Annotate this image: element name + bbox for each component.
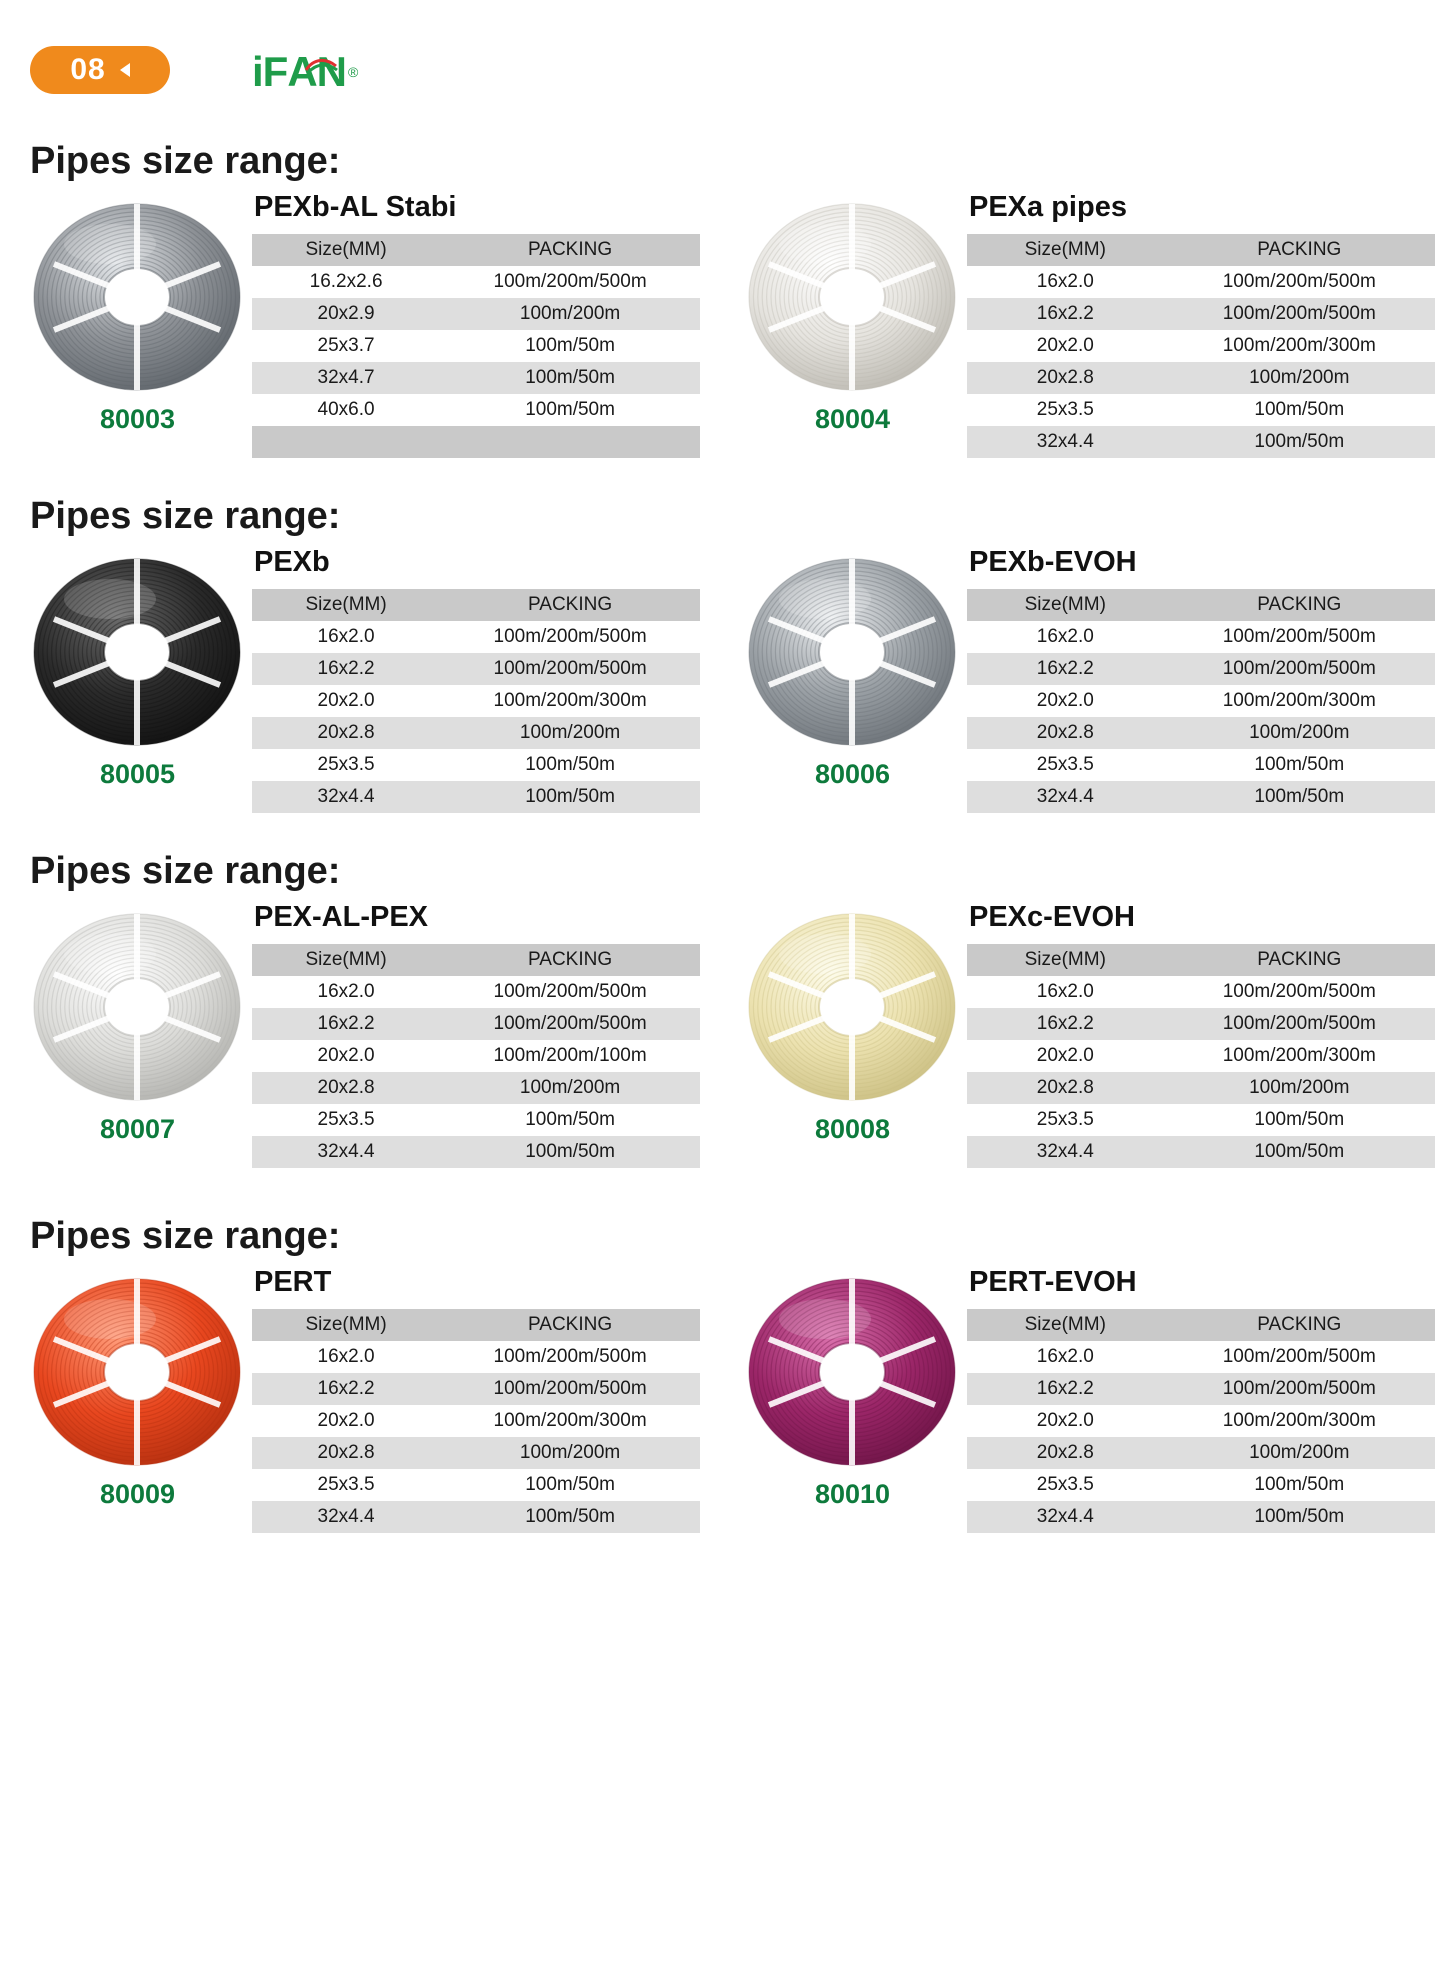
cell-packing: 100m/50m bbox=[1164, 749, 1435, 781]
spec-table bbox=[967, 944, 1435, 1168]
cell-size: 16x2.2 bbox=[252, 1008, 440, 1040]
cell-size: 20x2.8 bbox=[967, 717, 1164, 749]
table-row bbox=[967, 749, 1435, 781]
cell-size: 16x2.2 bbox=[967, 653, 1164, 685]
table-header-row bbox=[252, 234, 700, 266]
table-header-row bbox=[967, 1309, 1435, 1341]
cell-size: 16x2.0 bbox=[967, 266, 1164, 298]
cell-size: 32x4.4 bbox=[252, 1501, 440, 1533]
product-code: 80008 bbox=[814, 1114, 891, 1144]
brand-logo bbox=[252, 48, 357, 96]
coil-wrapper bbox=[30, 547, 245, 787]
table-row bbox=[252, 749, 700, 781]
column-header-packing: PACKING bbox=[1164, 234, 1435, 266]
table-row bbox=[252, 781, 700, 813]
cell-size: 25x3.5 bbox=[967, 394, 1164, 426]
cell-packing: 100m/50m bbox=[440, 362, 700, 394]
product-title: PEXa pipes bbox=[969, 191, 1127, 223]
table-row bbox=[252, 1040, 700, 1072]
table-row bbox=[967, 394, 1435, 426]
cell-packing: 100m/200m/500m bbox=[1164, 976, 1435, 1008]
table-row bbox=[252, 1008, 700, 1040]
brand-letters-an: AN bbox=[287, 48, 346, 95]
coil-wrapper bbox=[745, 902, 960, 1142]
coil-wrapper bbox=[30, 192, 245, 432]
table-row bbox=[967, 1341, 1435, 1373]
cell-packing: 100m/50m bbox=[1164, 1469, 1435, 1501]
spec-table bbox=[252, 944, 700, 1168]
cell-packing: 100m/200m/300m bbox=[1164, 1040, 1435, 1072]
cell-size: 16x2.0 bbox=[252, 1341, 440, 1373]
cell-size: 25x3.7 bbox=[252, 330, 440, 362]
table-row bbox=[967, 1040, 1435, 1072]
cell-packing: 100m/200m/500m bbox=[440, 976, 700, 1008]
table-row bbox=[252, 1072, 700, 1104]
cell-packing: 100m/50m bbox=[440, 330, 700, 362]
cell-size: 20x2.0 bbox=[967, 1040, 1164, 1072]
cell-size: 20x2.8 bbox=[252, 1072, 440, 1104]
product-code: 80005 bbox=[99, 759, 176, 789]
spec-table bbox=[252, 1309, 700, 1533]
cell-packing: 100m/200m bbox=[1164, 717, 1435, 749]
spec-table-area bbox=[252, 1267, 700, 1533]
column-header-size: Size(MM) bbox=[967, 234, 1164, 266]
spec-table bbox=[967, 234, 1435, 458]
table-row bbox=[252, 685, 700, 717]
column-header-packing: PACKING bbox=[440, 1309, 700, 1341]
table-row bbox=[967, 1501, 1435, 1533]
cell-packing: 100m/50m bbox=[1164, 394, 1435, 426]
cell-size: 16x2.0 bbox=[967, 621, 1164, 653]
column-header-size: Size(MM) bbox=[252, 234, 440, 266]
cell-size: 16.2x2.6 bbox=[252, 266, 440, 298]
cell-packing: 100m/200m/300m bbox=[440, 1405, 700, 1437]
product-code: 80004 bbox=[814, 404, 891, 434]
table-row bbox=[252, 362, 700, 394]
cell-packing: 100m/200m/500m bbox=[1164, 1008, 1435, 1040]
cell-packing: 100m/200m bbox=[440, 1437, 700, 1469]
table-row bbox=[252, 1501, 700, 1533]
spec-table bbox=[967, 589, 1435, 813]
section-title: Pipes size range: bbox=[30, 140, 341, 182]
cell-size: 25x3.5 bbox=[967, 1469, 1164, 1501]
column-header-packing: PACKING bbox=[1164, 944, 1435, 976]
cell-packing: 100m/200m/300m bbox=[1164, 1405, 1435, 1437]
product-title: PEXb-AL Stabi bbox=[254, 191, 457, 223]
table-row bbox=[967, 266, 1435, 298]
cell-packing: 100m/200m/500m bbox=[440, 266, 700, 298]
cell-packing: 100m/200m bbox=[440, 298, 700, 330]
table-row bbox=[252, 330, 700, 362]
cell-size: 20x2.0 bbox=[252, 1405, 440, 1437]
cell-size: 16x2.2 bbox=[252, 653, 440, 685]
cell-packing: 100m/200m/500m bbox=[1164, 266, 1435, 298]
table-row bbox=[252, 1341, 700, 1373]
cell-size: 20x2.8 bbox=[252, 717, 440, 749]
spec-table-area bbox=[252, 192, 700, 458]
cell-size: 25x3.5 bbox=[252, 1469, 440, 1501]
table-row bbox=[967, 1405, 1435, 1437]
table-row bbox=[252, 1405, 700, 1437]
table-row bbox=[252, 1437, 700, 1469]
cell-size: 20x2.8 bbox=[967, 362, 1164, 394]
product-title: PEX-AL-PEX bbox=[254, 901, 429, 933]
cell-size: 16x2.2 bbox=[967, 298, 1164, 330]
product-code: 80009 bbox=[99, 1479, 176, 1509]
cell-size: 25x3.5 bbox=[967, 1104, 1164, 1136]
pipe-coil-image bbox=[30, 1267, 245, 1477]
column-header-packing: PACKING bbox=[1164, 1309, 1435, 1341]
cell-size: 20x2.0 bbox=[967, 1405, 1164, 1437]
spec-table-area bbox=[967, 547, 1435, 813]
coil-wrapper bbox=[745, 547, 960, 787]
product-code: 80007 bbox=[99, 1114, 176, 1144]
cell-size: 32x4.4 bbox=[967, 1136, 1164, 1168]
page-header bbox=[30, 46, 1420, 106]
page-number: 08 bbox=[70, 53, 106, 86]
table-header-row bbox=[252, 944, 700, 976]
cell-size: 20x2.8 bbox=[252, 1437, 440, 1469]
pipe-coil-image bbox=[30, 192, 245, 402]
cell-packing: 100m/200m/100m bbox=[440, 1040, 700, 1072]
table-row bbox=[967, 1072, 1435, 1104]
table-row bbox=[967, 653, 1435, 685]
pipe-coil-image bbox=[30, 902, 245, 1112]
cell-packing: 100m/200m bbox=[1164, 1437, 1435, 1469]
table-row bbox=[967, 1008, 1435, 1040]
product-title: PERT-EVOH bbox=[969, 1266, 1137, 1298]
product-title: PEXc-EVOH bbox=[969, 901, 1135, 933]
table-row bbox=[252, 1104, 700, 1136]
cell-packing: 100m/200m/500m bbox=[1164, 298, 1435, 330]
table-row bbox=[967, 1104, 1435, 1136]
product-code: 80006 bbox=[814, 759, 891, 789]
table-row bbox=[967, 298, 1435, 330]
pipe-coil-image bbox=[745, 547, 960, 757]
spec-table bbox=[252, 234, 700, 458]
column-header-size: Size(MM) bbox=[252, 944, 440, 976]
page-number-badge bbox=[30, 46, 170, 94]
brand-letter-f: F bbox=[262, 48, 288, 95]
cell-size: 20x2.8 bbox=[967, 1437, 1164, 1469]
table-row-blank bbox=[252, 426, 700, 458]
pipe-coil-image bbox=[745, 902, 960, 1112]
cell-size: 40x6.0 bbox=[252, 394, 440, 426]
table-row bbox=[967, 781, 1435, 813]
section-title: Pipes size range: bbox=[30, 850, 341, 892]
column-header-packing: PACKING bbox=[440, 234, 700, 266]
section-title: Pipes size range: bbox=[30, 1215, 341, 1257]
table-row bbox=[252, 298, 700, 330]
cell-packing: 100m/200m/500m bbox=[440, 1341, 700, 1373]
table-row bbox=[252, 653, 700, 685]
cell-packing: 100m/200m/500m bbox=[1164, 1373, 1435, 1405]
cell-packing: 100m/50m bbox=[440, 394, 700, 426]
cell-packing: 100m/50m bbox=[440, 1136, 700, 1168]
cell-size: 20x2.0 bbox=[967, 685, 1164, 717]
cell-packing: 100m/50m bbox=[1164, 781, 1435, 813]
table-header-row bbox=[252, 589, 700, 621]
table-row bbox=[967, 1437, 1435, 1469]
pipe-coil-image bbox=[30, 547, 245, 757]
cell-packing: 100m/50m bbox=[440, 1501, 700, 1533]
cell-size: 20x2.0 bbox=[252, 1040, 440, 1072]
table-row bbox=[967, 976, 1435, 1008]
table-row bbox=[252, 1373, 700, 1405]
cell-size: 32x4.4 bbox=[252, 781, 440, 813]
table-row bbox=[967, 362, 1435, 394]
cell-size: 32x4.4 bbox=[967, 426, 1164, 458]
spec-table-area bbox=[252, 547, 700, 813]
cell-size: 32x4.7 bbox=[252, 362, 440, 394]
spec-table-area bbox=[967, 192, 1435, 458]
cell-packing: 100m/200m/500m bbox=[440, 653, 700, 685]
table-row bbox=[967, 717, 1435, 749]
table-row bbox=[967, 685, 1435, 717]
cell-packing: 100m/50m bbox=[1164, 1104, 1435, 1136]
cell-size: 16x2.2 bbox=[967, 1373, 1164, 1405]
table-row bbox=[967, 1136, 1435, 1168]
cell-packing: 100m/200m bbox=[440, 717, 700, 749]
pipe-coil-image bbox=[745, 192, 960, 402]
pipe-coil-image bbox=[745, 1267, 960, 1477]
table-row bbox=[967, 1373, 1435, 1405]
cell-size: 20x2.8 bbox=[967, 1072, 1164, 1104]
coil-wrapper bbox=[745, 1267, 960, 1507]
table-row bbox=[252, 717, 700, 749]
spec-table bbox=[252, 589, 700, 813]
spec-table bbox=[967, 1309, 1435, 1533]
spec-table-area bbox=[967, 902, 1435, 1168]
spec-table-area bbox=[252, 902, 700, 1168]
table-row bbox=[252, 621, 700, 653]
column-header-packing: PACKING bbox=[440, 589, 700, 621]
cell-packing: 100m/200m bbox=[1164, 1072, 1435, 1104]
cell-size: 16x2.0 bbox=[967, 1341, 1164, 1373]
cell-size: 16x2.0 bbox=[252, 621, 440, 653]
table-row bbox=[967, 1469, 1435, 1501]
cell-packing: 100m/200m/300m bbox=[1164, 685, 1435, 717]
cell-size: 20x2.0 bbox=[252, 685, 440, 717]
product-code: 80010 bbox=[814, 1479, 891, 1509]
cell-size: 25x3.5 bbox=[252, 1104, 440, 1136]
section-title: Pipes size range: bbox=[30, 495, 341, 537]
table-header-row bbox=[967, 589, 1435, 621]
column-header-size: Size(MM) bbox=[252, 589, 440, 621]
cell-packing: 100m/200m/500m bbox=[1164, 1341, 1435, 1373]
table-row bbox=[252, 394, 700, 426]
cell-packing: 100m/200m/300m bbox=[440, 685, 700, 717]
triangle-left-icon bbox=[120, 63, 130, 77]
cell-packing: 100m/200m/500m bbox=[1164, 621, 1435, 653]
cell-packing: 100m/50m bbox=[440, 1469, 700, 1501]
cell-packing: 100m/50m bbox=[1164, 1136, 1435, 1168]
cell-size: 32x4.4 bbox=[967, 1501, 1164, 1533]
table-row bbox=[967, 426, 1435, 458]
cell-size: 25x3.5 bbox=[252, 749, 440, 781]
column-header-packing: PACKING bbox=[440, 944, 700, 976]
cell-size: 20x2.9 bbox=[252, 298, 440, 330]
product-title: PEXb bbox=[254, 546, 330, 578]
table-header-row bbox=[252, 1309, 700, 1341]
cell-packing: 100m/50m bbox=[1164, 1501, 1435, 1533]
coil-wrapper bbox=[745, 192, 960, 432]
cell-packing: 100m/200m/500m bbox=[440, 621, 700, 653]
cell-packing: 100m/50m bbox=[440, 749, 700, 781]
column-header-size: Size(MM) bbox=[967, 944, 1164, 976]
column-header-packing: PACKING bbox=[1164, 589, 1435, 621]
column-header-size: Size(MM) bbox=[252, 1309, 440, 1341]
logo-swoosh-icon bbox=[304, 56, 338, 74]
spec-table-area bbox=[967, 1267, 1435, 1533]
column-header-size: Size(MM) bbox=[967, 589, 1164, 621]
cell-size: 32x4.4 bbox=[252, 1136, 440, 1168]
cell-packing: 100m/200m/500m bbox=[440, 1373, 700, 1405]
cell-packing: 100m/200m/500m bbox=[440, 1008, 700, 1040]
cell-packing: 100m/50m bbox=[440, 1104, 700, 1136]
cell-size: 16x2.0 bbox=[252, 976, 440, 1008]
product-title: PERT bbox=[254, 1266, 332, 1298]
table-row bbox=[967, 621, 1435, 653]
table-row bbox=[252, 1469, 700, 1501]
table-row bbox=[252, 266, 700, 298]
cell-packing: 100m/200m/500m bbox=[1164, 653, 1435, 685]
registered-mark: ® bbox=[348, 64, 358, 80]
product-title: PEXb-EVOH bbox=[969, 546, 1137, 578]
table-row bbox=[967, 330, 1435, 362]
cell-size: 16x2.2 bbox=[252, 1373, 440, 1405]
cell-packing: 100m/50m bbox=[440, 781, 700, 813]
cell-size: 16x2.2 bbox=[967, 1008, 1164, 1040]
cell-packing: 100m/50m bbox=[1164, 426, 1435, 458]
cell-size: 32x4.4 bbox=[967, 781, 1164, 813]
cell-size: 20x2.0 bbox=[967, 330, 1164, 362]
table-header-row bbox=[967, 944, 1435, 976]
table-header-row bbox=[967, 234, 1435, 266]
column-header-size: Size(MM) bbox=[967, 1309, 1164, 1341]
cell-packing: 100m/200m bbox=[1164, 362, 1435, 394]
cell-size: 16x2.0 bbox=[967, 976, 1164, 1008]
table-row bbox=[252, 976, 700, 1008]
cell-packing: 100m/200m bbox=[440, 1072, 700, 1104]
cell-size: 25x3.5 bbox=[967, 749, 1164, 781]
coil-wrapper bbox=[30, 1267, 245, 1507]
product-code: 80003 bbox=[99, 404, 176, 434]
cell-packing: 100m/200m/300m bbox=[1164, 330, 1435, 362]
coil-wrapper bbox=[30, 902, 245, 1142]
table-row bbox=[252, 1136, 700, 1168]
brand-letter-i: i bbox=[252, 48, 263, 95]
